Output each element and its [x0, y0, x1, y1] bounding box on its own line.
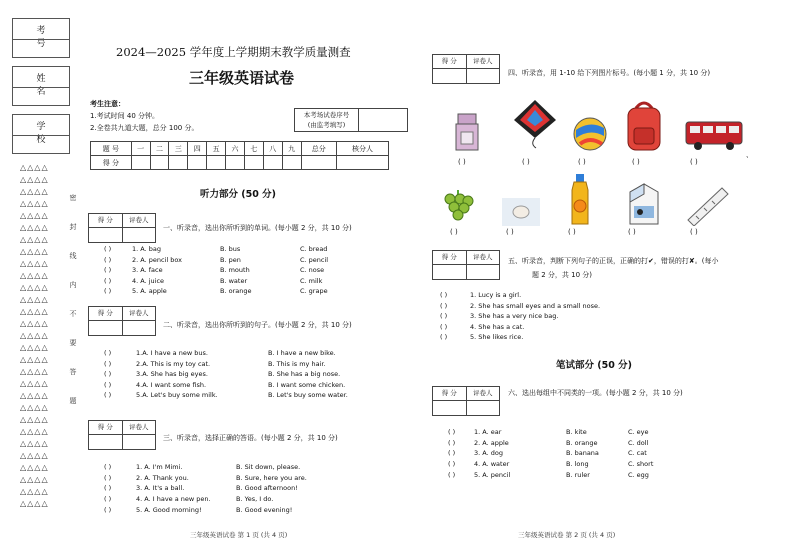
question-row [0, 333, 794, 343]
option-c: C. eye [628, 428, 649, 436]
question-row [0, 312, 794, 322]
score-table-header-cell: 九 [282, 142, 301, 156]
exam-number-box[interactable] [12, 18, 70, 58]
score-table-score-row [91, 156, 389, 170]
answer-paren[interactable]: ( ) [104, 287, 112, 295]
grader-label: 评卷人 [466, 251, 500, 264]
answer-paren[interactable]: ( ) [104, 391, 112, 399]
answer-paren[interactable]: ( ) [104, 463, 112, 471]
note-2: 2.全卷共九道大题，总分 100 分。 [90, 124, 199, 132]
option-b: B. mouth [220, 266, 250, 274]
question-row [0, 506, 794, 516]
option-a: 2. A. Thank you. [136, 473, 189, 482]
question-row [0, 245, 794, 255]
score-cell[interactable] [188, 156, 207, 170]
score-cell[interactable] [301, 156, 336, 170]
grader-field[interactable] [466, 69, 500, 84]
triangle-row: △△△△ [20, 163, 49, 172]
answer-paren[interactable]: ( ) [440, 291, 448, 299]
question-row [0, 471, 794, 481]
triangle-row: △△△△ [20, 403, 49, 412]
option-b: B. kite [566, 428, 587, 436]
question-row [0, 323, 794, 333]
answer-paren[interactable]: ( ) [104, 495, 112, 504]
part6-score-box [432, 386, 500, 416]
triangle-row: △△△△ [20, 199, 49, 208]
score-label: 得 分 [97, 423, 113, 431]
option-a: 4. A. I have a new pen. [136, 495, 211, 504]
question-row [0, 302, 794, 312]
footer-page-2: 三年级英语试卷 第 2 页 (共 4 页) [518, 531, 616, 539]
picture-answer-2[interactable]: ( ) [522, 158, 530, 166]
option-a: 3. A. face [132, 266, 163, 274]
option-b: B. long [566, 460, 589, 469]
triangle-row: △△△△ [20, 319, 49, 328]
grader-field[interactable] [466, 401, 500, 416]
score-cell[interactable] [207, 156, 226, 170]
score-cell[interactable] [244, 156, 263, 170]
milk-picture [624, 182, 662, 226]
serial-label-line-1: 本考场试卷序号 [303, 111, 350, 119]
statement: 3. She has a very nice bag. [470, 312, 559, 320]
grader-label: 评卷人 [122, 214, 156, 227]
serial-number-field[interactable] [359, 109, 407, 131]
score-label: 得 分 [441, 389, 457, 397]
option-c: C. doll [628, 438, 649, 447]
name-label: 姓 名 [36, 74, 60, 97]
score-table-header-cell: 总分 [301, 142, 336, 156]
serial-label-line-2: (由监考填写) [307, 121, 346, 129]
option-a: 1. A. I'm Mimi. [136, 463, 183, 471]
school-box[interactable] [12, 114, 70, 154]
score-cell[interactable] [336, 156, 388, 170]
school-label: 学 校 [36, 122, 60, 145]
seal-char: 题 [69, 397, 77, 405]
grader-label: 评卷人 [466, 387, 500, 400]
triangle-row: △△△△ [20, 247, 49, 256]
statement: 5. She likes rice. [470, 333, 524, 341]
option-b: B. Good afternoon! [236, 484, 298, 493]
option-c: C. grape [300, 287, 328, 295]
score-label: 得 分 [441, 253, 457, 261]
listening-section-title: 听力部分 (50 分) [200, 189, 277, 200]
option-a: 2. A. apple [474, 438, 509, 447]
question-row [0, 291, 794, 301]
stray-mark: 、 [746, 151, 753, 159]
option-b: B. orange [566, 438, 598, 447]
question-row [0, 449, 794, 459]
serial-number-label [295, 109, 359, 131]
score-cell[interactable] [226, 156, 245, 170]
option-a: 1. A. bag [132, 245, 161, 253]
answer-paren[interactable]: ( ) [104, 380, 112, 389]
option-c: C. egg [628, 470, 649, 479]
serial-number-box [294, 108, 408, 132]
option-c: C. cat [628, 449, 647, 458]
triangle-row: △△△△ [20, 427, 49, 436]
score-table-header-cell: 五 [207, 142, 226, 156]
name-box[interactable] [12, 66, 70, 106]
seal-char: 不 [69, 310, 77, 318]
score-cell[interactable] [263, 156, 282, 170]
triangle-row: △△△△ [20, 307, 49, 316]
option-a: 3. A. dog [474, 449, 503, 458]
exam-notes [90, 98, 199, 134]
grader-field[interactable] [466, 265, 500, 280]
score-table-header-cell: 二 [150, 142, 169, 156]
triangle-row: △△△△ [20, 343, 49, 352]
option-a: 5. A. pencil [474, 470, 511, 479]
triangle-row: △△△△ [20, 475, 49, 484]
triangle-row: △△△△ [20, 175, 49, 184]
triangle-row: △△△△ [20, 223, 49, 232]
score-cell[interactable] [150, 156, 169, 170]
question-row [0, 349, 794, 359]
triangle-row: △△△△ [20, 463, 49, 472]
option-b: B. banana [566, 449, 599, 458]
score-table-header-cell: 三 [169, 142, 188, 156]
answer-paren[interactable]: ( ) [448, 449, 456, 458]
option-a: 5. A. apple [132, 287, 167, 295]
question-row [0, 370, 794, 380]
part3-instruction: 三、听录音，选择正确的答语。(每小题 2 分，共 10 分) [163, 434, 338, 442]
picture-answer-4[interactable]: ( ) [632, 158, 640, 166]
score-table [90, 141, 389, 170]
triangle-row: △△△△ [20, 379, 49, 388]
answer-paren[interactable]: ( ) [104, 473, 112, 482]
answer-paren[interactable]: ( ) [104, 266, 112, 274]
part4-score-box [432, 54, 500, 84]
option-a: 3.A. She has big eyes. [136, 370, 208, 378]
answer-paren[interactable]: ( ) [104, 276, 112, 285]
part4-instruction: 四、听录音，用 1-10 给下列图片标号。(每小题 1 分，共 10 分) [508, 69, 711, 77]
option-c: C. bread [300, 245, 328, 253]
option-a: 4. A. juice [132, 276, 165, 285]
answer-paren[interactable]: ( ) [440, 333, 448, 341]
orange-juice-picture [566, 172, 594, 226]
option-a: 2. A. pencil box [132, 255, 182, 264]
option-b: B. Sit down, please. [236, 463, 301, 471]
seal-char: 内 [69, 281, 77, 289]
option-b: B. She has a big nose. [268, 370, 341, 378]
note-1: 1.考试时间 40 分钟。 [90, 112, 160, 120]
triangle-row: △△△△ [20, 271, 49, 280]
question-row [0, 439, 794, 449]
score-field[interactable] [433, 69, 466, 84]
score-table-header-cell: 八 [263, 142, 282, 156]
grapes-picture [440, 188, 476, 224]
triangle-row: △△△△ [20, 355, 49, 364]
triangle-row: △△△△ [20, 367, 49, 376]
option-c: C. milk [300, 276, 323, 285]
answer-paren[interactable]: ( ) [104, 255, 112, 264]
option-b: B. Good evening! [236, 505, 293, 514]
answer-paren[interactable]: ( ) [440, 322, 448, 331]
schoolbag-picture [624, 98, 664, 154]
answer-paren[interactable]: ( ) [104, 245, 112, 253]
triangle-row: △△△△ [20, 391, 49, 400]
part5-instruction-line-2: 题 2 分，共 10 分) [532, 271, 592, 279]
score-table-header-row [91, 142, 389, 156]
picture-answer-3[interactable]: ( ) [578, 158, 586, 166]
option-a: 1. A. ear [474, 428, 502, 436]
option-b: B. ruler [566, 470, 590, 479]
seal-char: 答 [69, 368, 77, 376]
picture-answer-6[interactable]: ( ) [450, 228, 458, 236]
option-a: 4.A. I want some fish. [136, 380, 207, 389]
grader-label: 评卷人 [122, 421, 156, 434]
option-a: 4. A. water [474, 460, 510, 469]
bus-picture [684, 120, 744, 152]
option-c: C. nose [300, 266, 325, 274]
score-row-label: 得 分 [91, 156, 132, 170]
egg-picture [502, 198, 540, 226]
answer-paren[interactable]: ( ) [448, 470, 456, 479]
score-table-header-cell: 核分人 [336, 142, 388, 156]
part1-score-box [88, 213, 156, 243]
option-b: B. orange [220, 287, 252, 295]
answer-paren[interactable]: ( ) [448, 460, 456, 469]
exam-number-label: 考 号 [36, 26, 60, 49]
answer-paren[interactable]: ( ) [104, 505, 112, 514]
grader-label: 评卷人 [122, 307, 156, 320]
seal-char: 线 [69, 252, 77, 260]
question-row [0, 460, 794, 470]
triangle-row: △△△△ [20, 187, 49, 196]
score-field[interactable] [89, 228, 122, 243]
question-row [0, 360, 794, 370]
score-table-header-cell: 六 [226, 142, 245, 156]
score-cell[interactable] [131, 156, 150, 170]
triangle-row: △△△△ [20, 283, 49, 292]
statement: 1. Lucy is a girl. [470, 291, 522, 299]
picture-answer-5[interactable]: ( ) [690, 158, 698, 166]
footer-page-1: 三年级英语试卷 第 1 页 (共 4 页) [190, 531, 288, 539]
option-a: 3. A. It's a ball. [136, 484, 185, 493]
triangle-row: △△△△ [20, 235, 49, 244]
question-row [0, 266, 794, 276]
score-table-header-cell: 题 号 [91, 142, 132, 156]
pencil-sharpener-picture [452, 110, 482, 152]
score-cell[interactable] [169, 156, 188, 170]
score-label: 得 分 [97, 216, 113, 224]
answer-paren[interactable]: ( ) [104, 370, 112, 378]
option-a: 2.A. This is my toy cat. [136, 359, 211, 368]
statement: 2. She has small eyes and a small nose. [470, 301, 601, 310]
ruler-picture [686, 186, 730, 226]
exam-title: 2024—2025 学年度上学期期末教学质量测查 [116, 45, 351, 59]
answer-paren[interactable]: ( ) [448, 428, 456, 436]
answer-paren[interactable]: ( ) [440, 301, 448, 310]
triangle-row: △△△△ [20, 487, 49, 496]
triangle-row: △△△△ [20, 439, 49, 448]
part1-instruction: 一、听录音，选出你所听到的单词。(每小题 2 分，共 10 分) [163, 224, 352, 232]
answer-paren[interactable]: ( ) [104, 349, 112, 357]
part5-instruction-line-1: 五、听录音，判断下列句子的正误，正确的打✔，错误的打✘。(每小 [508, 257, 719, 265]
score-table-header-cell: 四 [188, 142, 207, 156]
triangle-row: △△△△ [20, 295, 49, 304]
statement: 4. She has a cat. [470, 322, 525, 331]
part2-instruction: 二、听录音，选出你所听到的句子。(每小题 2 分，共 10 分) [163, 321, 352, 329]
triangle-row: △△△△ [20, 331, 49, 340]
triangle-row: △△△△ [20, 415, 49, 424]
option-b: B. I want some chicken. [268, 380, 346, 389]
option-b: B. This is my hair. [268, 359, 326, 368]
triangle-row: △△△△ [20, 499, 49, 508]
option-b: B. Yes, I do. [236, 495, 274, 504]
picture-answer-9[interactable]: ( ) [628, 228, 636, 236]
ball-picture [572, 116, 608, 152]
score-table-header-cell: 七 [244, 142, 263, 156]
question-row [0, 484, 794, 494]
option-b: B. Let's buy some water. [268, 391, 348, 399]
score-cell[interactable] [282, 156, 301, 170]
score-field[interactable] [433, 265, 466, 280]
triangle-row: △△△△ [20, 451, 49, 460]
paper-title: 三年级英语试卷 [189, 69, 295, 87]
question-row [0, 495, 794, 505]
answer-paren[interactable]: ( ) [104, 484, 112, 493]
option-c: C. pencil [300, 255, 329, 264]
score-table-header-cell: 一 [131, 142, 150, 156]
answer-paren[interactable]: ( ) [104, 359, 112, 368]
picture-answer-1[interactable]: ( ) [458, 158, 466, 166]
triangle-row: △△△△ [20, 211, 49, 220]
option-c: C. short [628, 460, 654, 469]
notes-heading: 考生注意： [90, 100, 125, 108]
picture-answer-8[interactable]: ( ) [568, 228, 576, 236]
grader-label: 评卷人 [466, 55, 500, 68]
option-a: 5.A. Let's buy some milk. [136, 391, 218, 399]
option-a: 5. A. Good morning! [136, 505, 202, 514]
option-b: B. I have a new bike. [268, 349, 336, 357]
answer-paren[interactable]: ( ) [440, 312, 448, 320]
kite-picture [512, 98, 558, 150]
option-a: 1.A. I have a new bus. [136, 349, 208, 357]
option-b: B. water [220, 276, 248, 285]
picture-answer-10[interactable]: ( ) [690, 228, 698, 236]
grader-field[interactable] [122, 228, 156, 243]
answer-paren[interactable]: ( ) [448, 438, 456, 447]
triangle-row: △△△△ [20, 259, 49, 268]
seal-char: 要 [69, 339, 77, 347]
written-section-title: 笔试部分 (50 分) [556, 360, 633, 371]
option-b: B. Sure, here you are. [236, 473, 307, 482]
option-b: B. bus [220, 245, 241, 253]
score-field[interactable] [433, 401, 466, 416]
picture-answer-7[interactable]: ( ) [506, 228, 514, 236]
question-row [0, 428, 794, 438]
score-label: 得 分 [441, 57, 457, 65]
question-row [0, 277, 794, 287]
seal-char: 封 [69, 223, 77, 231]
option-b: B. pen [220, 255, 241, 264]
part5-score-box [432, 250, 500, 280]
score-label: 得 分 [97, 309, 113, 317]
seal-char: 密 [69, 194, 77, 202]
part6-instruction: 六、选出每组中不同类的一项。(每小题 2 分，共 10 分) [508, 389, 683, 397]
